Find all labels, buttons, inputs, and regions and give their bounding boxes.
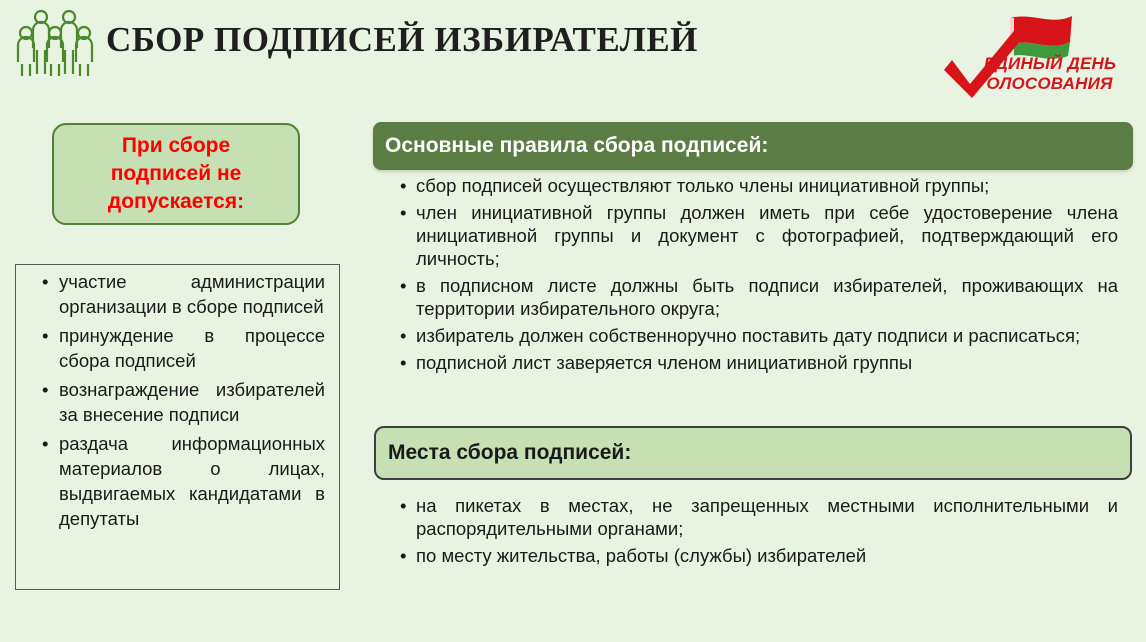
list-item: • член инициативной группы должен иметь при себе удостоверение члена инициативной группы и документ с фотографией, подтверждающий его личность;	[400, 201, 1118, 270]
rules-heading-bar	[373, 122, 1133, 170]
logo-line-2: ГОЛОСОВАНИЯ	[976, 74, 1113, 93]
prohibit-heading-box	[52, 123, 300, 225]
page-title: СБОР ПОДПИСЕЙ ИЗБИРАТЕЛЕЙ	[106, 20, 698, 59]
places-heading-bar	[374, 426, 1132, 480]
list-item: • принуждение в процессе сбора подписей	[42, 323, 325, 373]
places-heading: Места сбора подписей:	[388, 441, 632, 464]
rules-heading: Основные правила сбора подписей:	[385, 134, 769, 157]
places-list	[400, 494, 1118, 571]
list-item: • сбор подписей осуществляют только члены инициативной группы;	[400, 174, 1118, 197]
list-item: • избиратель должен собственноручно поставить дату подписи и расписаться;	[400, 324, 1118, 347]
list-item: • участие администрации организации в сборе подписей	[42, 269, 325, 319]
rules-list	[400, 174, 1118, 378]
list-item: • вознаграждение избирателей за внесение подписи	[42, 377, 325, 427]
prohibit-list	[15, 264, 340, 590]
list-item: • в подписном листе должны быть подписи избирателей, проживающих на территории избирательного округа;	[400, 274, 1118, 320]
list-item: • раздача информационных материалов о лицах, выдвигаемых кандидатами в депутаты	[42, 431, 325, 531]
list-item: • подписной лист заверяется членом инициативной группы	[400, 351, 1118, 374]
logo-line-1: ЕДИНЫЙ ДЕНЬ	[984, 54, 1117, 73]
list-item: • по месту жительства, работы (службы) избирателей	[400, 544, 1118, 567]
election-logo	[940, 12, 1126, 98]
list-item: • на пикетах в местах, не запрещенных местными исполнительными и распорядительными органами;	[400, 494, 1118, 540]
people-icon	[14, 6, 96, 76]
prohibit-heading: При сборе подписей не допускается:	[107, 134, 245, 213]
